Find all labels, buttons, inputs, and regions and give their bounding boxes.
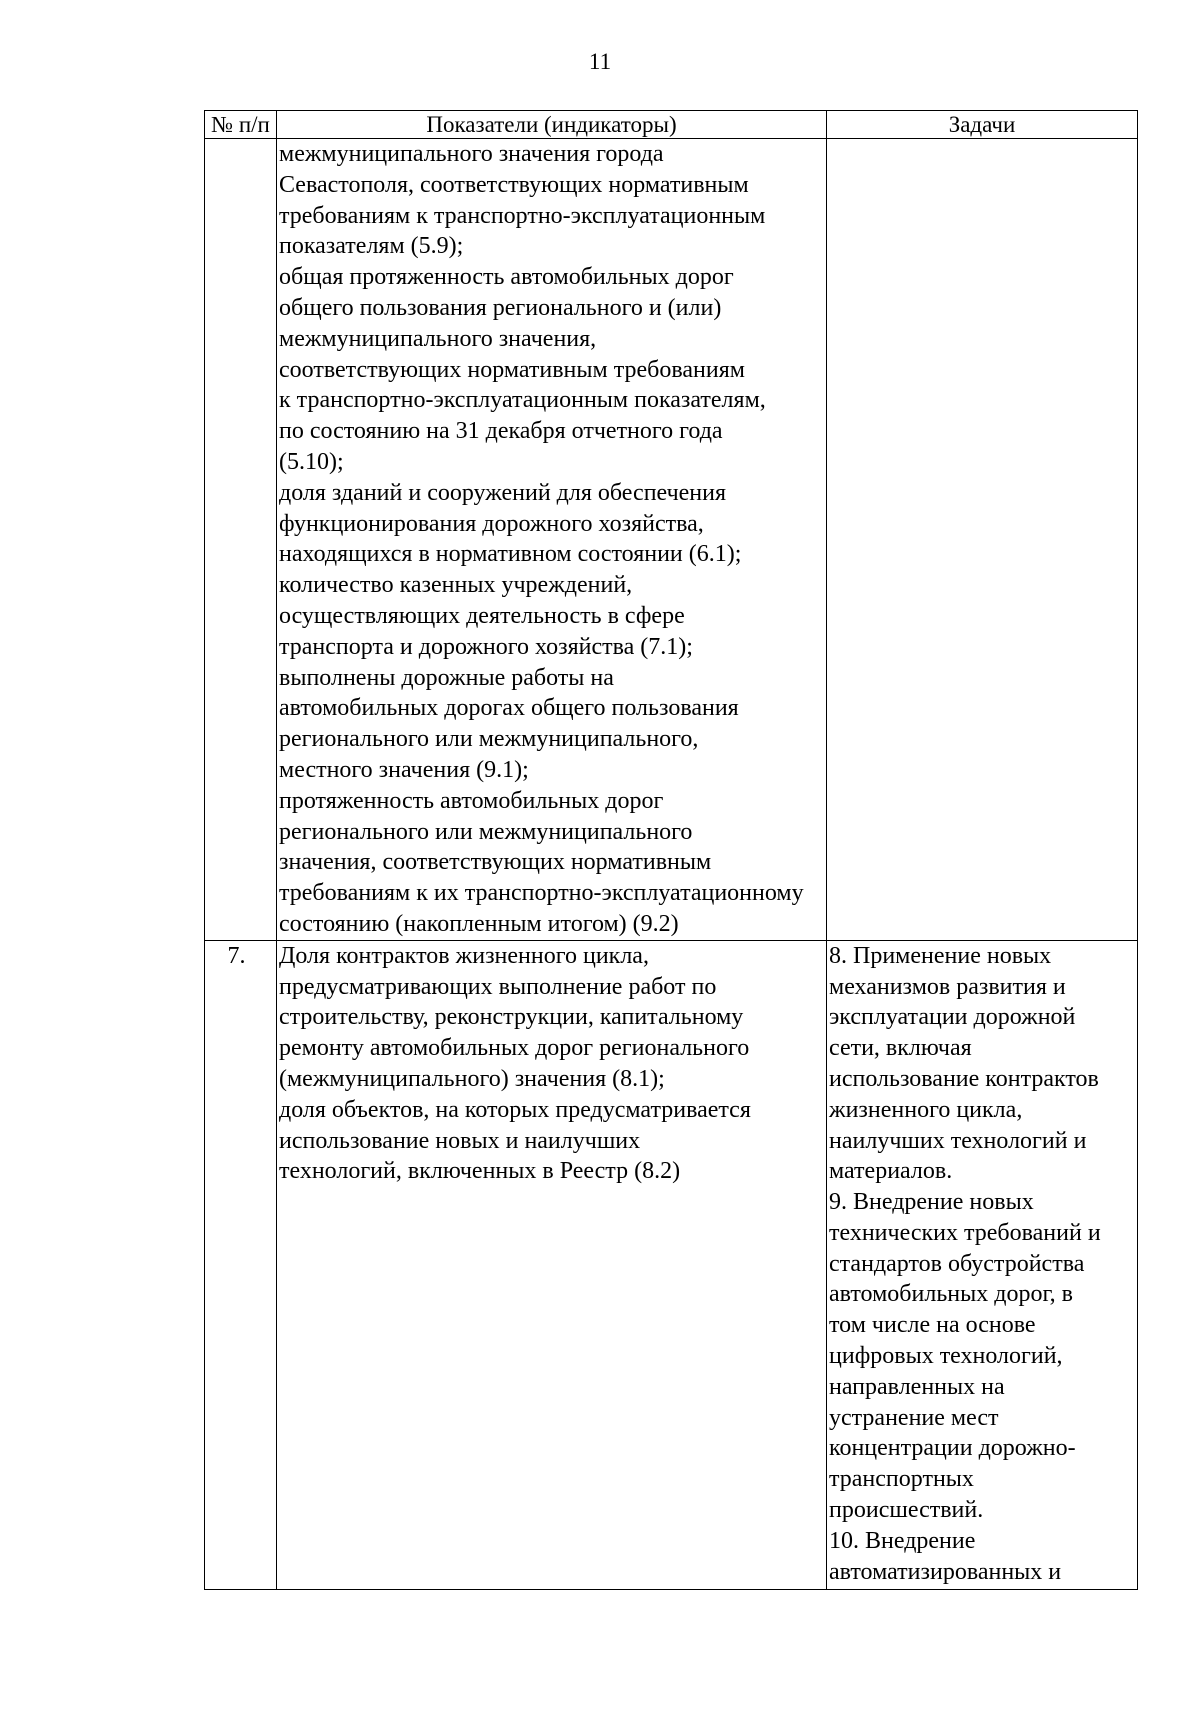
text-line: технологий, включенных в Реестр (8.2) (279, 1158, 681, 1185)
text-line: требованиям к транспортно-эксплуатационным (279, 202, 766, 229)
text-line: транспортных (829, 1466, 974, 1493)
table-header-row (205, 111, 1138, 139)
text-line: Севастополя, соответствующих нормативным (279, 171, 749, 198)
text-line: механизмов развития и (829, 973, 1066, 1000)
text-line: (межмуниципального) значения (8.1); (279, 1065, 665, 1092)
text-line: осуществляющих деятельность в сфере (279, 602, 685, 629)
text-line: ремонту автомобильных дорог регионального (279, 1035, 750, 1062)
text-line: 9. Внедрение новых (829, 1189, 1034, 1216)
text-line: межмуниципального значения, (279, 325, 597, 352)
text-line: использование новых и наилучших (279, 1127, 641, 1154)
text-line: доля зданий и сооружений для обеспечения (279, 479, 727, 506)
text-line: 10. Внедрение (829, 1527, 976, 1554)
text-line: соответствующих нормативным требованиям (279, 356, 745, 383)
text-line: протяженность автомобильных дорог (279, 787, 664, 814)
text-line: находящихся в нормативном состоянии (6.1); (279, 541, 742, 568)
text-line: состоянию (накопленным итогом) (9.2) (279, 910, 679, 937)
text-line: материалов. (829, 1158, 953, 1185)
text-line: концентрации дорожно- (829, 1435, 1076, 1462)
text-line: эксплуатации дорожной (829, 1004, 1076, 1031)
page-number: 11 (588, 49, 612, 74)
tasks-cell (827, 940, 1138, 1589)
header-tasks: Задачи (827, 111, 1138, 139)
text-line: предусматривающих выполнение работ по (279, 973, 717, 1000)
header-indicators: Показатели (индикаторы) (277, 111, 827, 139)
tasks-cell (827, 139, 1138, 941)
text-line: функционирования дорожного хозяйства, (279, 510, 704, 537)
text-line: происшествий. (829, 1497, 984, 1524)
text-line: транспорта и дорожного хозяйства (7.1); (279, 633, 693, 660)
text-line: Доля контрактов жизненного цикла, (279, 942, 649, 969)
text-line: автомобильных дорог, в (829, 1281, 1073, 1308)
text-line: сети, включая (829, 1035, 972, 1062)
row-number-cell: 7. (205, 940, 277, 1589)
indicators-cell (277, 940, 827, 1589)
table-row (205, 139, 1138, 941)
text-line: регионального или межмуниципального, (279, 726, 699, 753)
text-line: значения, соответствующих нормативным (279, 849, 712, 876)
text-line: стандартов обустройства (829, 1250, 1085, 1277)
text-line: устранение мест (829, 1404, 999, 1431)
text-line: выполнены дорожные работы на (279, 664, 614, 691)
indicators-cell (277, 139, 827, 941)
text-line: технических требований и (829, 1219, 1101, 1246)
header-number: № п/п (205, 111, 277, 139)
text-line: общего пользования регионального и (или) (279, 294, 722, 321)
row-number-cell (205, 139, 277, 941)
text-line: общая протяженность автомобильных дорог (279, 264, 734, 291)
text-line: показателям (5.9); (279, 233, 464, 260)
text-line: регионального или межмуниципального (279, 818, 693, 845)
text-line: по состоянию на 31 декабря отчетного года (279, 418, 723, 445)
text-line: использование контрактов (829, 1065, 1099, 1092)
text-line: строительству, реконструкции, капитальному (279, 1004, 744, 1031)
table-row (205, 940, 1138, 1589)
text-line: местного значения (9.1); (279, 756, 529, 783)
text-line: требованиям к их транспортно-эксплуатационному (279, 880, 804, 907)
text-line: к транспортно-эксплуатационным показателям, (279, 387, 766, 414)
text-line: автоматизированных и (829, 1558, 1062, 1585)
text-line: цифровых технологий, (829, 1343, 1063, 1370)
text-line: том числе на основе (829, 1312, 1036, 1339)
text-line: доля объектов, на которых предусматривается (279, 1096, 751, 1123)
text-line: количество казенных учреждений, (279, 572, 633, 599)
text-line: наилучших технологий и (829, 1127, 1087, 1154)
text-line: межмуниципального значения города (279, 141, 664, 167)
text-line: (5.10); (279, 448, 344, 475)
text-line: автомобильных дорогах общего пользования (279, 695, 739, 722)
indicators-table (204, 110, 1138, 1590)
text-line: жизненного цикла, (829, 1096, 1023, 1123)
text-line: 8. Применение новых (829, 942, 1052, 969)
text-line: направленных на (829, 1373, 1005, 1400)
